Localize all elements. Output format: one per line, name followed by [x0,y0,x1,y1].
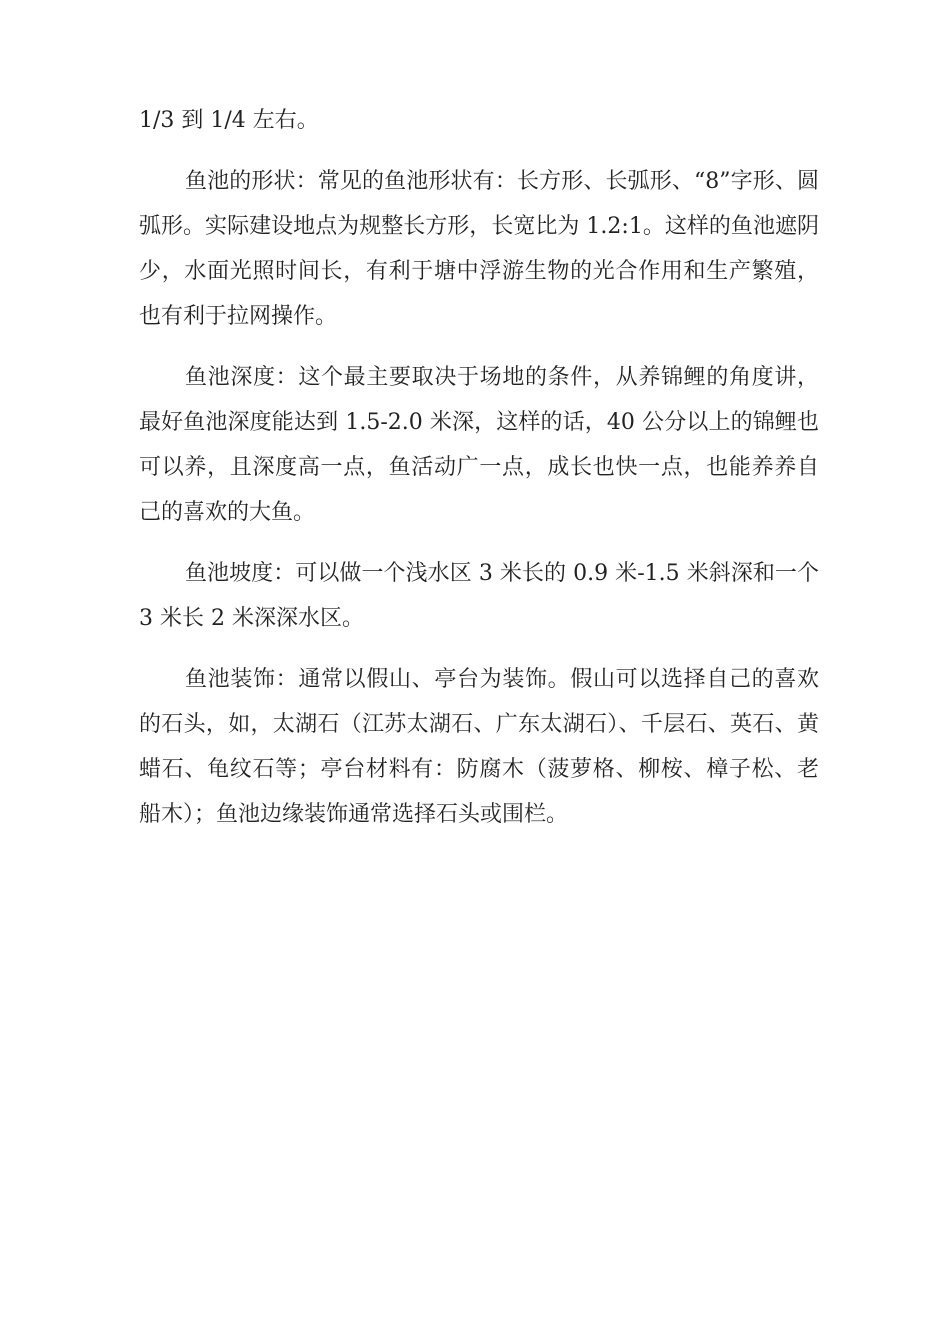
paragraph-pond-shape: 鱼池的形状：常见的鱼池形状有：长方形、长弧形、“8”字形、圆弧形。实际建设地点为规整长方形，长宽比为 1.2:1。这样的鱼池遮阴少，水面光照时间长，有利于塘中浮游生物的光合作用和生产繁殖，也有利于拉网操作。 [139,169,819,329]
paragraph-pond-slope: 鱼池坡度：可以做一个浅水区 3 米长的 0.9 米-1.5 米斜深和一个 3 米长 2 米深深水区。 [139,561,819,631]
paragraph-continuation: 1/3 到 1/4 左右。 [139,108,319,133]
paragraph-pond-decoration: 鱼池装饰：通常以假山、亭台为装饰。假山可以选择自己的喜欢的石头，如，太湖石（江苏太湖石、广东太湖石）、千层石、英石、黄蜡石、龟纹石等；亭台材料有：防腐木（菠萝格、柳桉、樟子松、老船木）；鱼池边缘装饰通常选择石头或围栏。 [139,667,819,827]
document-body [139,98,819,853]
paragraph-pond-depth: 鱼池深度：这个最主要取决于场地的条件，从养锦鲤的角度讲，最好鱼池深度能达到 1.5-2.0 米深，这样的话，40 公分以上的锦鲤也可以养，且深度高一点，鱼活动广一点，成长也快一点，也能养养自己的喜欢的大鱼。 [139,365,819,525]
